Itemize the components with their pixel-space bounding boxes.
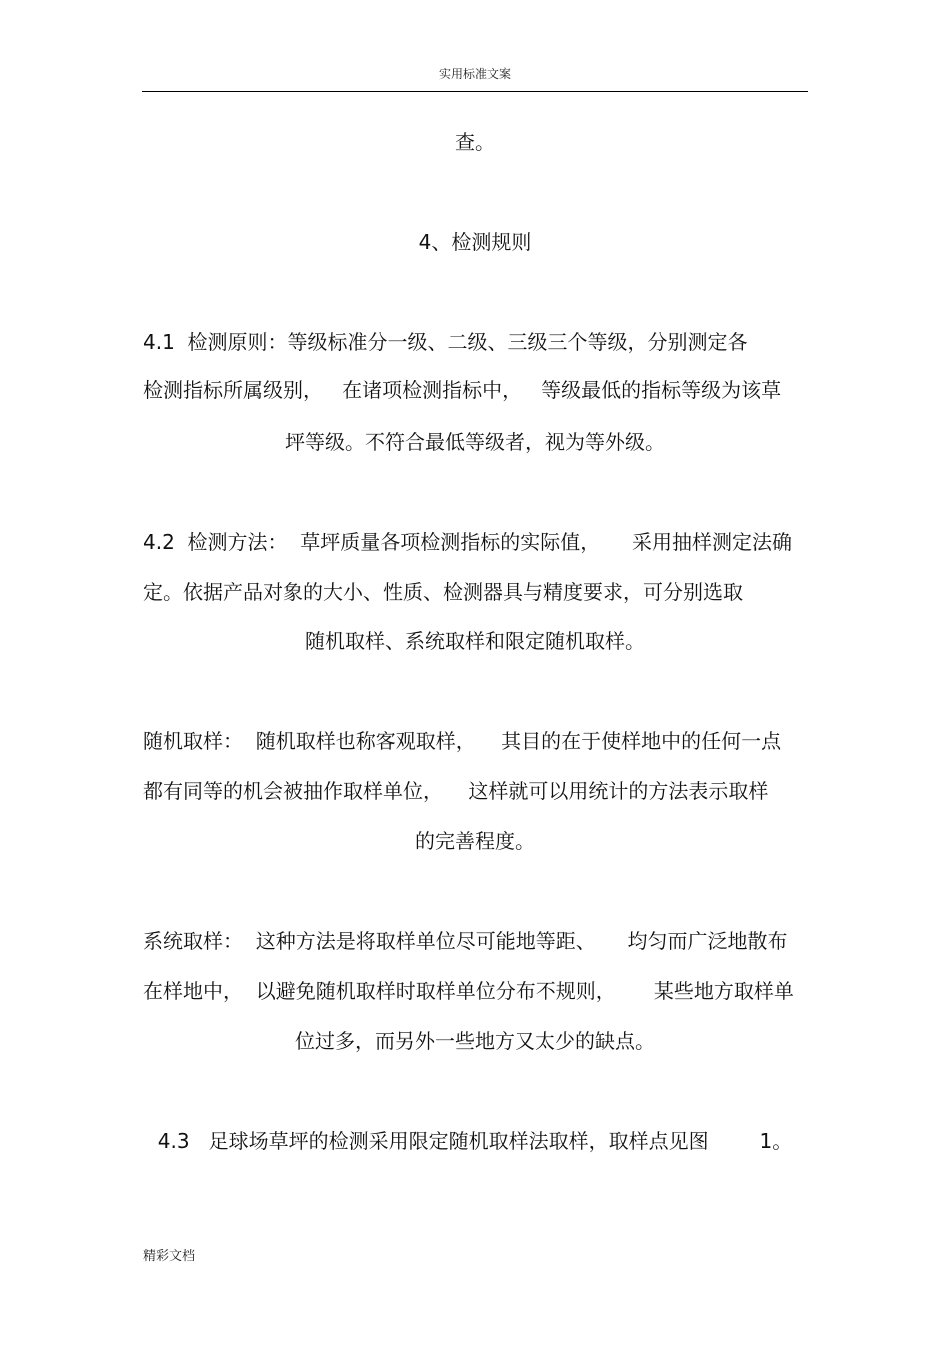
systematic-sampling-line-2: 在样地中， 以避免随机取样时取样单位分布不规则， 某些地方取样单: [143, 979, 794, 1003]
systematic-sampling-line-1: 系统取样： 这种方法是将取样单位尽可能地等距、 均匀而广泛地散布: [143, 929, 788, 953]
para-4-1-line-3: 坪等级。不符合最低等级者，视为等外级。: [285, 430, 665, 454]
systematic-sampling-line-3: 位过多，而另外一些地方又太少的缺点。: [295, 1029, 655, 1053]
para-4-2-line-1: 4.2 检测方法： 草坪质量各项检测指标的实际值， 采用抽样测定法确: [143, 530, 793, 554]
continuation-line: 查。: [455, 130, 495, 154]
header-divider: [142, 91, 808, 92]
section-heading: 4、检测规则: [418, 230, 532, 254]
para-4-1-line-2: 检测指标所属级别， 在诸项检测指标中， 等级最低的指标等级为该草: [143, 378, 782, 402]
random-sampling-line-2: 都有同等的机会被抽作取样单位， 这样就可以用统计的方法表示取样: [143, 779, 769, 803]
page-header-title: 实用标准文案: [438, 67, 511, 81]
random-sampling-line-3: 的完善程度。: [415, 829, 535, 853]
para-4-1-line-1: 4.1 检测原则：等级标准分一级、二级、三级三个等级，分别测定各: [143, 330, 748, 354]
para-4-3-line-1: 4.3 足球场草坪的检测采用限定随机取样法取样，取样点见图 1。: [157, 1129, 793, 1153]
page-footer-label: 精彩文档: [143, 1249, 196, 1264]
para-4-2-line-3: 随机取样、系统取样和限定随机取样。: [305, 629, 645, 653]
random-sampling-line-1: 随机取样： 随机取样也称客观取样， 其目的在于使样地中的任何一点: [143, 729, 782, 753]
para-4-2-line-2: 定。依据产品对象的大小、性质、检测器具与精度要求，可分别选取: [143, 580, 743, 604]
